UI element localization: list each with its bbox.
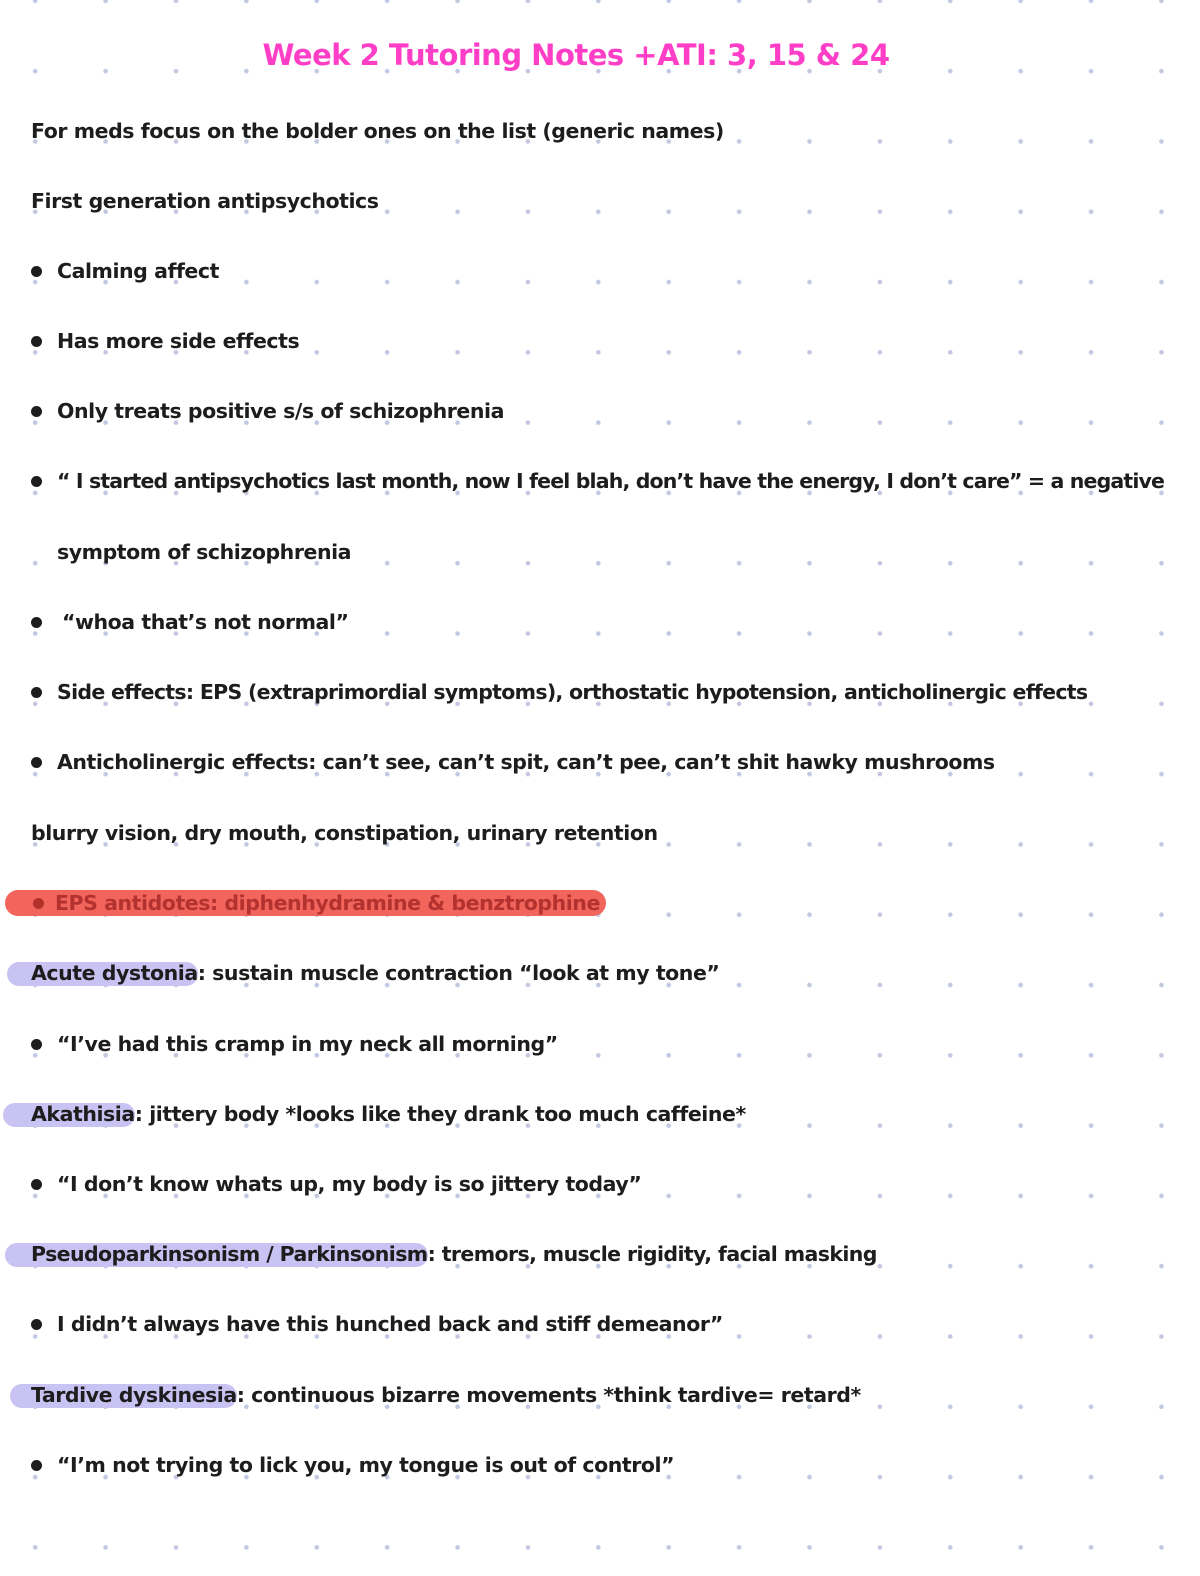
note-line: blurry vision, dry mouth, constipation, urinary retention (31, 821, 658, 845)
bullet-text: “I’m not trying to lick you, my tongue is out of control” (57, 1453, 675, 1477)
bullet-dot (33, 898, 44, 909)
bullet-item (31, 675, 1087, 709)
bullet-item (31, 605, 349, 639)
bullet-text: Anticholinergic effects: can’t see, can’t spit, can’t pee, can’t shit hawky mushrooms (57, 750, 995, 774)
term-description: : sustain muscle contraction “look at my tone” (197, 961, 720, 985)
bullet-dot (31, 1460, 42, 1471)
bullet-item (31, 254, 219, 288)
highlighted-term (31, 1378, 237, 1412)
bullet-dot (31, 617, 42, 628)
term-description: : tremors, muscle rigidity, facial masking (427, 1242, 877, 1266)
note-line: For meds focus on the bolder ones on the list (generic names) (31, 119, 724, 143)
bullet-item (31, 394, 504, 428)
bullet-text: “whoa that’s not normal” (62, 610, 349, 634)
term-definition (31, 1378, 861, 1412)
bullet-text: I didn’t always have this hunched back and stiff demeanor” (57, 1312, 723, 1336)
bullet-item (31, 1307, 723, 1341)
bullet-text: Side effects: EPS (extraprimordial symptoms), orthostatic hypotension, anticholinergic effects (57, 680, 1088, 704)
bullet-text: “ I started antipsychotics last month, now I feel blah, don’t have the energy, I don’t care” = a negative (57, 469, 1165, 493)
term-definition (31, 1097, 746, 1131)
bullet-dot (31, 1319, 42, 1330)
bullet-dot (31, 687, 42, 698)
bullet-dot (31, 1039, 42, 1050)
highlighted-term (31, 956, 198, 990)
bullet-item (31, 464, 1164, 498)
bullet-item (31, 324, 299, 358)
bullet-text: Only treats positive s/s of schizophrenia (57, 399, 504, 423)
highlighted-term (31, 1097, 135, 1131)
term-definition (31, 1237, 877, 1271)
bullet-dot (31, 1179, 42, 1190)
bullet-item (31, 1027, 558, 1061)
term-text: Acute dystonia (31, 961, 198, 985)
term-text: Akathisia (31, 1102, 135, 1126)
highlighted-term (31, 1237, 428, 1271)
term-text: Pseudoparkinsonism / Parkinsonism (31, 1242, 428, 1266)
bullet-item (31, 1167, 641, 1201)
bullet-item (31, 1448, 674, 1482)
term-definition (31, 956, 719, 990)
bullet-dot (31, 406, 42, 417)
note-line-continued: symptom of schizophrenia (57, 540, 352, 564)
bullet-text: EPS antidotes: diphenhydramine & benztrophine (5, 890, 606, 916)
bullet-dot (31, 476, 42, 487)
bullet-dot (31, 757, 42, 768)
bullet-text: “I’ve had this cramp in my neck all morning” (57, 1032, 558, 1056)
page-title: Week 2 Tutoring Notes +ATI: 3, 15 & 24 (262, 38, 890, 72)
note-line: First generation antipsychotics (31, 189, 379, 213)
term-description: : jittery body *looks like they drank too much caffeine* (134, 1102, 746, 1126)
term-text: Tardive dyskinesia (31, 1383, 237, 1407)
bullet-dot (31, 336, 42, 347)
bullet-text: Has more side effects (57, 329, 300, 353)
bullet-text: “I don’t know whats up, my body is so jittery today” (57, 1172, 642, 1196)
bullet-dot (31, 266, 42, 277)
highlighted-bullet-item (5, 886, 606, 920)
bullet-item (31, 745, 995, 779)
term-description: : continuous bizarre movements *think tardive= retard* (236, 1383, 861, 1407)
bullet-text: Calming affect (57, 259, 219, 283)
